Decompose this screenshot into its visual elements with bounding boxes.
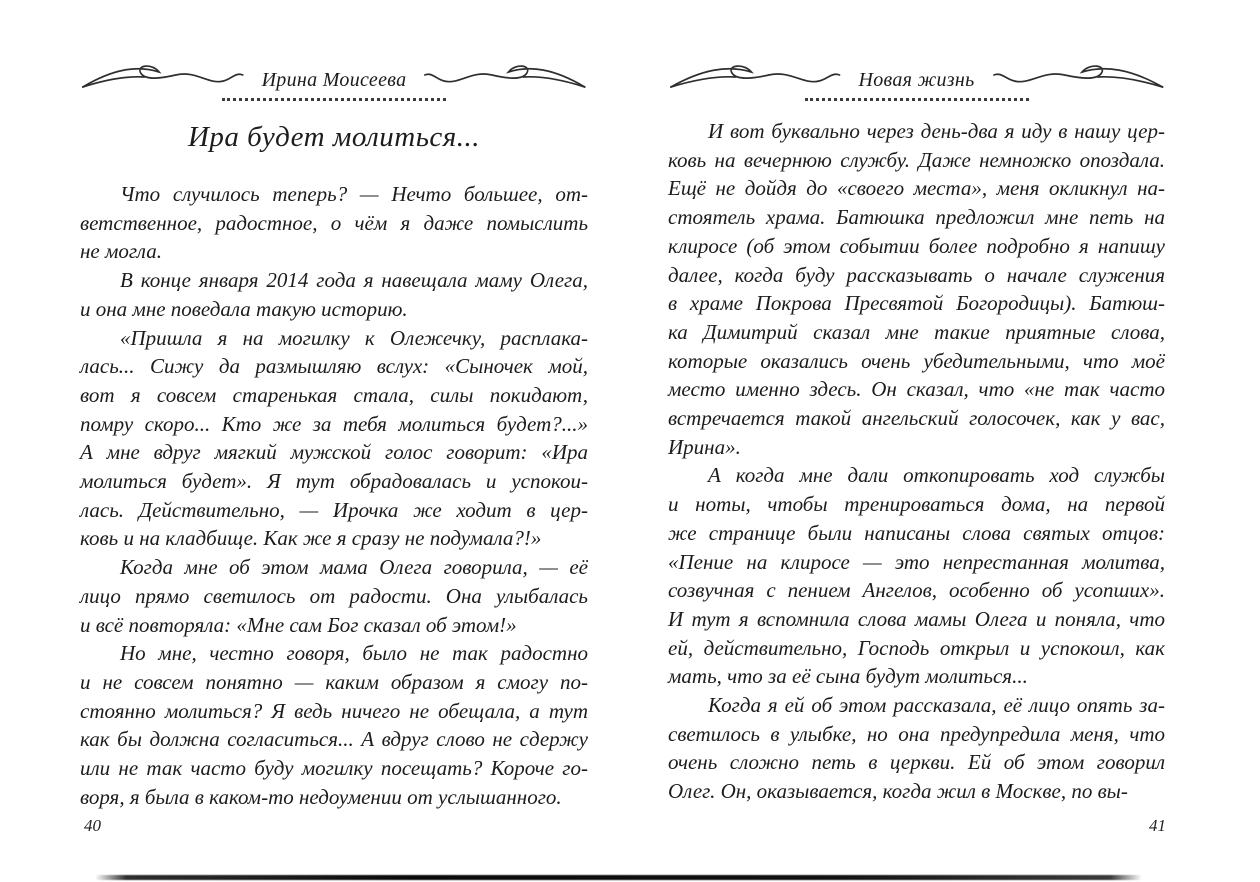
right-body-text bbox=[668, 117, 1165, 806]
text-line: не могла. bbox=[80, 239, 162, 264]
text-line: мать, что за её сына будут молиться... bbox=[668, 664, 1028, 689]
text-line: воря, я была в каком-то недоумении от услышанного. bbox=[80, 784, 562, 809]
text-line: «Пришла я на могилку к Олежечку, расплака- bbox=[120, 325, 588, 350]
text-line: или не так часто буду могилку посещать? Короче го- bbox=[80, 756, 588, 781]
paragraph bbox=[668, 117, 1165, 461]
right-page bbox=[668, 60, 1165, 806]
paragraph bbox=[668, 461, 1165, 691]
text-line: вот я совсем старенькая стала, силы покидают, bbox=[80, 382, 588, 407]
dotted-rule bbox=[805, 98, 1029, 101]
text-line: далее, когда буду рассказывать о начале служения bbox=[668, 262, 1165, 287]
left-header-text: Ирина Моисеева bbox=[261, 68, 407, 91]
paragraph bbox=[668, 691, 1165, 806]
paragraph bbox=[80, 180, 588, 266]
right-header-text: Новая жизнь bbox=[858, 68, 975, 91]
paragraph bbox=[80, 639, 588, 811]
paragraph bbox=[80, 553, 588, 639]
text-line: в храме Покрова Пресвятой Богородицы). Батюш- bbox=[668, 291, 1165, 316]
flourish-right-icon bbox=[991, 60, 1165, 94]
text-line: Когда мне об этом мама Олега говорила, — её bbox=[120, 555, 588, 580]
text-line: Когда я ей об этом рассказала, её лицо опять за- bbox=[708, 693, 1165, 718]
text-line: И тут я вспомнила слова мамы Олега и поняла, что bbox=[668, 606, 1165, 631]
text-line: помру скоро... Кто же за тебя молиться будет?...» bbox=[80, 411, 588, 436]
text-line: ковь на вечернюю службу. Даже немножко опоздала. bbox=[668, 147, 1165, 172]
flourish-left-icon bbox=[668, 60, 842, 94]
text-line: «Пение на клиросе — это непрестанная молитва, bbox=[668, 549, 1165, 574]
text-line: ветственное, радостное, о чём я даже помыслить bbox=[80, 210, 588, 235]
right-page-number: 41 bbox=[1149, 816, 1166, 835]
text-line: ка Димитрий сказал мне такие приятные слова, bbox=[668, 319, 1165, 344]
text-line: встречается такой ангельский голосочек, как у вас, bbox=[668, 406, 1165, 431]
text-line: очень сложно петь в церкви. Ей об этом говорил bbox=[668, 750, 1165, 775]
text-line: А мне вдруг мягкий мужской голос говорит: «Ира bbox=[80, 440, 588, 465]
text-line: светилось в улыбке, но она предупредила меня, что bbox=[668, 721, 1165, 746]
paragraph bbox=[80, 324, 588, 554]
text-line: молиться будет». Я тут обрадовалась и успокои- bbox=[80, 469, 588, 494]
text-line: И вот буквально через день-два я иду в нашу цер- bbox=[708, 119, 1165, 143]
flourish-right-icon bbox=[422, 60, 588, 94]
right-running-header bbox=[668, 60, 1165, 94]
text-line: Что случилось теперь? — Нечто большее, от- bbox=[120, 182, 588, 206]
flourish-left-icon bbox=[80, 60, 246, 94]
left-running-header bbox=[80, 60, 588, 94]
text-line: Ещё не дойдя до «своего места», меня окликнул на- bbox=[668, 176, 1165, 201]
scan-edge-shadow bbox=[95, 875, 1142, 880]
text-line: и ноты, чтобы тренироваться дома, на первой bbox=[668, 492, 1165, 517]
text-line: стоянно молиться? Я ведь ничего не обещала, а тут bbox=[80, 698, 588, 723]
text-line: лась... Сижу да размышляю вслух: «Сыночек мой, bbox=[80, 354, 588, 379]
chapter-title: Ира будет молиться... bbox=[187, 121, 481, 153]
text-line: место именно здесь. Он сказал, что «не так часто bbox=[668, 377, 1165, 402]
text-line: А когда мне дали откопировать ход службы bbox=[708, 463, 1165, 488]
text-line: клиросе (об этом событии более подробно я напишу bbox=[668, 233, 1165, 258]
text-line: и она мне поведала такую историю. bbox=[80, 296, 408, 321]
paragraph bbox=[80, 266, 588, 323]
text-line: лицо прямо светилось от радости. Она улыбалась bbox=[80, 583, 588, 608]
text-line: Но мне, честно говоря, было не так радостно bbox=[120, 641, 588, 666]
text-line: же странице были написаны слова святых отцов: bbox=[668, 520, 1165, 545]
dotted-rule bbox=[222, 98, 446, 101]
left-body-text bbox=[80, 180, 588, 811]
text-line: Ирина». bbox=[668, 434, 741, 459]
text-line: стоятель храма. Батюшка предложил мне петь на bbox=[668, 205, 1165, 230]
left-page bbox=[80, 60, 588, 811]
text-line: как бы должна согласиться... А вдруг слово не сдержу bbox=[80, 727, 588, 752]
text-line: В конце января 2014 года я навещала маму Олега, bbox=[120, 268, 588, 293]
left-page-number: 40 bbox=[84, 816, 101, 835]
text-line: и всё повторяла: «Мне сам Бог сказал об этом!» bbox=[80, 612, 517, 637]
text-line: и не совсем понятно — каким образом я смогу по- bbox=[80, 669, 588, 694]
text-line: ей, действительно, Господь открыл и успокоил, как bbox=[668, 635, 1165, 660]
text-line: которые оказались очень убедительными, что моё bbox=[668, 348, 1165, 373]
text-line: созвучная с пением Ангелов, особенно об усопших». bbox=[668, 578, 1165, 603]
text-line: ковь и на кладбище. Как же я сразу не подумала?!» bbox=[80, 526, 542, 551]
text-line: лась. Действительно, — Ирочка же ходит в цер- bbox=[80, 497, 588, 522]
text-line: Олег. Он, оказывается, когда жил в Москве, по вы- bbox=[668, 779, 1128, 804]
